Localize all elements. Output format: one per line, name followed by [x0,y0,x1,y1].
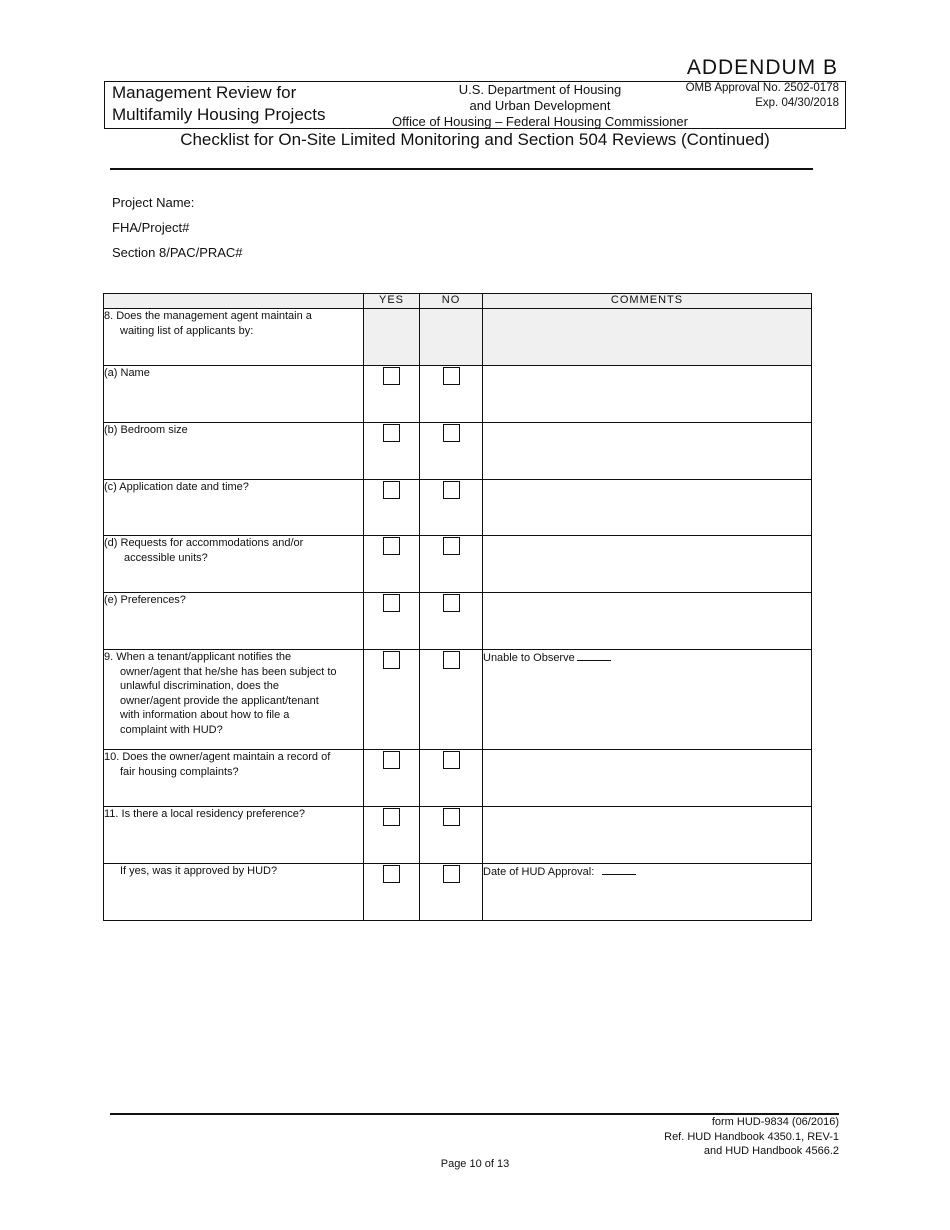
top-divider [110,168,813,170]
question-header [104,294,364,309]
yes-cell [364,807,420,864]
yes-cell [364,366,420,423]
department-line2: and Urban Development [469,98,611,113]
question-text: (d) Requests for accommodations and/or [104,537,304,549]
question-text: owner/agent provide the applicant/tenant [120,694,319,707]
yes-cell [364,750,420,807]
form-title-line2: Multifamily Housing Projects [112,105,326,124]
no-checkbox[interactable] [443,751,460,769]
question-cell [104,309,364,366]
department-line3: Office of Housing – Federal Housing Commissioner [391,114,688,129]
yes-checkbox[interactable] [383,751,400,769]
checklist-subtitle: Checklist for On-Site Limited Monitoring and Section 504 Reviews (Continued) [180,130,770,149]
page-number: Page 10 of 13 [440,1158,510,1170]
comments-cell [483,309,812,366]
question-text: with information about how to file a [120,709,290,721]
question-cell [104,536,364,593]
footer-block [560,1115,839,1159]
question-text: complaint with HUD? [120,723,223,736]
department-line1: U.S. Department of Housing [458,82,622,97]
checklist-table [103,293,812,921]
question-text: 9. When a tenant/applicant notifies the [104,651,292,663]
yes-checkbox[interactable] [383,594,400,612]
unable-to-observe-label: Unable to Observe [483,652,575,664]
no-cell [420,366,483,423]
handbook-ref-1: Ref. HUD Handbook 4350.1, REV-1 [664,1130,839,1143]
form-title-line1: Management Review for [112,83,297,102]
yes-cell [364,423,420,480]
question-cell [104,480,364,536]
question-text: 10. Does the owner/agent maintain a record of [104,751,331,763]
question-cell [104,807,364,864]
no-cell [420,593,483,650]
no-cell [420,423,483,480]
yes-checkbox[interactable] [383,481,400,499]
project-name-label: Project Name: [112,195,195,210]
yes-header: YES [364,294,420,309]
no-cell [420,480,483,536]
question-cell [104,366,364,423]
yes-checkbox[interactable] [383,651,400,669]
no-checkbox[interactable] [443,651,460,669]
table-header-row [104,294,812,309]
comments-cell[interactable] [483,807,812,864]
yes-cell [364,480,420,536]
table-row [104,366,812,423]
question-cell [104,423,364,480]
question-text: accessible units? [124,551,208,564]
question-cell [104,864,364,921]
no-checkbox[interactable] [443,537,460,555]
yes-cell [364,309,420,366]
comments-cell[interactable] [483,423,812,480]
comments-cell[interactable] [483,593,812,650]
table-row [104,750,812,807]
comments-cell [483,650,812,750]
no-checkbox[interactable] [443,808,460,826]
question-text: (e) Preferences? [104,594,186,606]
no-cell [420,807,483,864]
table-row [104,480,812,536]
question-text: unlawful discrimination, does the [120,680,279,692]
question-text: (a) Name [104,367,150,379]
question-text: (c) Application date and time? [104,481,249,493]
yes-checkbox[interactable] [383,808,400,826]
question-cell [104,750,364,807]
comments-cell [483,864,812,921]
no-checkbox[interactable] [443,481,460,499]
question-text: 8. Does the management agent maintain a [104,310,312,322]
unable-to-observe-blank[interactable] [577,650,611,661]
section8-label: Section 8/PAC/PRAC# [112,245,243,260]
no-header: NO [420,294,483,309]
no-checkbox[interactable] [443,594,460,612]
fha-project-label: FHA/Project# [112,220,190,235]
table-row [104,864,812,921]
no-checkbox[interactable] [443,367,460,385]
omb-approval: OMB Approval No. 2502-0178 [685,82,839,94]
hud-approval-date-blank[interactable] [602,864,636,875]
no-cell [420,309,483,366]
yes-checkbox[interactable] [383,367,400,385]
omb-block [640,81,839,111]
table-row [104,423,812,480]
form-number: form HUD-9834 (06/2016) [711,1116,839,1128]
no-cell [420,750,483,807]
table-row [104,593,812,650]
yes-cell [364,864,420,921]
no-cell [420,650,483,750]
yes-checkbox[interactable] [383,424,400,442]
question-cell [104,593,364,650]
table-row [104,807,812,864]
comments-header: COMMENTS [483,294,812,309]
no-checkbox[interactable] [443,424,460,442]
question-text: (b) Bedroom size [104,424,188,436]
comments-cell[interactable] [483,536,812,593]
comments-cell[interactable] [483,750,812,807]
form-title [112,82,326,126]
table-row [104,309,812,366]
omb-expiration: Exp. 04/30/2018 [755,97,839,109]
no-cell [420,536,483,593]
handbook-ref-2: and HUD Handbook 4566.2 [703,1145,839,1157]
yes-checkbox[interactable] [383,865,400,883]
comments-cell[interactable] [483,366,812,423]
question-text: owner/agent that he/she has been subject to [120,665,337,678]
question-cell [104,650,364,750]
hud-approval-date-label: Date of HUD Approval: [483,866,595,878]
yes-checkbox[interactable] [383,537,400,555]
comments-cell[interactable] [483,480,812,536]
no-checkbox[interactable] [443,865,460,883]
question-text: 11. Is there a local residency preference? [104,808,305,820]
yes-cell [364,650,420,750]
table-row [104,650,812,750]
addendum-label: ADDENDUM B [686,56,838,79]
yes-cell [364,593,420,650]
no-cell [420,864,483,921]
question-text: waiting list of applicants by: [120,324,254,337]
question-text: fair housing complaints? [120,765,239,778]
yes-cell [364,536,420,593]
table-row [104,536,812,593]
question-text: If yes, was it approved by HUD? [120,865,278,877]
